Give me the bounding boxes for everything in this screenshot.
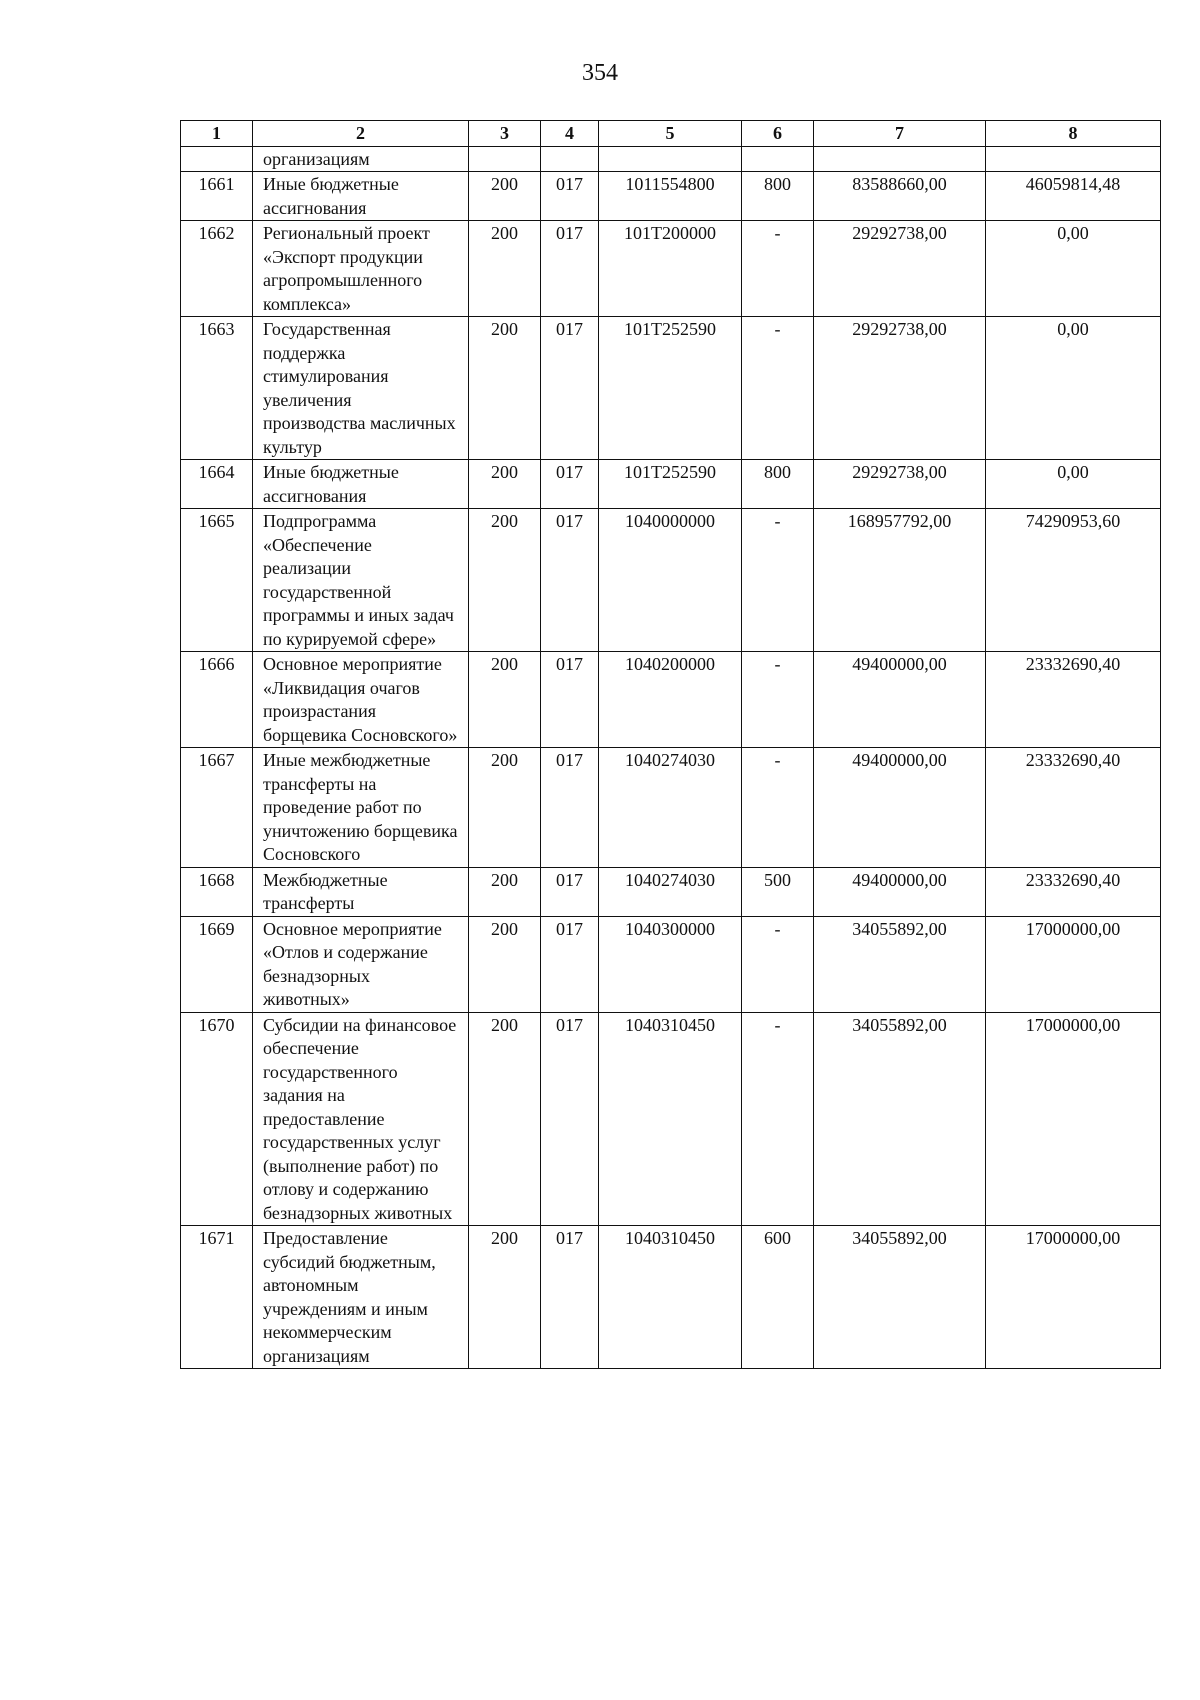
row-col3: 200	[469, 460, 541, 509]
row-col4: 017	[541, 317, 599, 460]
row-code: 101Т200000	[599, 221, 742, 317]
row-type: 500	[742, 867, 814, 916]
row-name: Основное мероприятие «Отлов и содержание безнадзорных животных»	[253, 916, 469, 1012]
row-name: Межбюджетные трансферты	[253, 867, 469, 916]
row-fact: 0,00	[986, 460, 1161, 509]
row-code: 1040310450	[599, 1012, 742, 1226]
row-name: Основное мероприятие «Ликвидация очагов произрастания борщевика Сосновского»	[253, 652, 469, 748]
table-row	[181, 1012, 1161, 1226]
row-type: 800	[742, 172, 814, 221]
row-plan: 34055892,00	[814, 916, 986, 1012]
table-row	[181, 916, 1161, 1012]
row-name: Субсидии на финансовое обеспечение государственного задания на предоставление государственных услуг (выполнение работ) по отлову и содержанию безнадзорных животных	[253, 1012, 469, 1226]
row-name: Иные межбюджетные трансферты на проведение работ по уничтожению борщевика Сосновского	[253, 748, 469, 868]
row-col3: 200	[469, 652, 541, 748]
header-cell: 8	[986, 121, 1161, 147]
row-number: 1668	[181, 867, 253, 916]
row-fact: 0,00	[986, 317, 1161, 460]
row-plan: 34055892,00	[814, 1226, 986, 1369]
row-code: 1011554800	[599, 172, 742, 221]
row-number: 1670	[181, 1012, 253, 1226]
row-col4: 017	[541, 1226, 599, 1369]
row-type: -	[742, 221, 814, 317]
row-col4: 017	[541, 460, 599, 509]
row-number: 1667	[181, 748, 253, 868]
row-type: -	[742, 317, 814, 460]
row-fact: 23332690,40	[986, 867, 1161, 916]
row-name: Государственная поддержка стимулирования увеличения производства масличных культур	[253, 317, 469, 460]
table-row	[181, 1226, 1161, 1369]
row-col4: 017	[541, 172, 599, 221]
row-name: Предоставление субсидий бюджетным, автономным учреждениям и иным некоммерческим организациям	[253, 1226, 469, 1369]
row-col4: 017	[541, 1012, 599, 1226]
row-number: 1669	[181, 916, 253, 1012]
row-number: 1661	[181, 172, 253, 221]
continuation-text: организациям	[253, 146, 469, 172]
row-code: 1040274030	[599, 867, 742, 916]
row-fact: 74290953,60	[986, 509, 1161, 652]
row-type: 800	[742, 460, 814, 509]
table-row	[181, 509, 1161, 652]
row-plan: 168957792,00	[814, 509, 986, 652]
row-type: 600	[742, 1226, 814, 1369]
row-col4: 017	[541, 221, 599, 317]
row-col4: 017	[541, 916, 599, 1012]
header-cell: 7	[814, 121, 986, 147]
row-col4: 017	[541, 867, 599, 916]
row-fact: 46059814,48	[986, 172, 1161, 221]
header-row	[181, 121, 1161, 147]
row-col3: 200	[469, 172, 541, 221]
row-number: 1671	[181, 1226, 253, 1369]
row-name: Иные бюджетные ассигнования	[253, 460, 469, 509]
row-col3: 200	[469, 916, 541, 1012]
budget-table	[180, 120, 1161, 1369]
row-plan: 34055892,00	[814, 1012, 986, 1226]
row-plan: 49400000,00	[814, 748, 986, 868]
row-name: Региональный проект «Экспорт продукции агропромышленного комплекса»	[253, 221, 469, 317]
row-number: 1663	[181, 317, 253, 460]
row-number: 1665	[181, 509, 253, 652]
row-plan: 29292738,00	[814, 317, 986, 460]
row-fact: 17000000,00	[986, 1226, 1161, 1369]
row-number: 1664	[181, 460, 253, 509]
row-type: -	[742, 1012, 814, 1226]
table-row	[181, 460, 1161, 509]
row-fact: 23332690,40	[986, 652, 1161, 748]
row-plan: 49400000,00	[814, 652, 986, 748]
row-code: 1040310450	[599, 1226, 742, 1369]
header-cell: 3	[469, 121, 541, 147]
page-number: 354	[582, 60, 618, 86]
row-plan: 29292738,00	[814, 460, 986, 509]
header-cell: 1	[181, 121, 253, 147]
row-name: Иные бюджетные ассигнования	[253, 172, 469, 221]
row-number: 1666	[181, 652, 253, 748]
table-row	[181, 748, 1161, 868]
row-fact: 23332690,40	[986, 748, 1161, 868]
table-row	[181, 172, 1161, 221]
table-row	[181, 221, 1161, 317]
row-type: -	[742, 652, 814, 748]
row-col3: 200	[469, 1012, 541, 1226]
row-code: 101Т252590	[599, 460, 742, 509]
row-col4: 017	[541, 652, 599, 748]
row-col3: 200	[469, 221, 541, 317]
table-row	[181, 652, 1161, 748]
header-cell: 6	[742, 121, 814, 147]
row-code: 1040274030	[599, 748, 742, 868]
row-fact: 0,00	[986, 221, 1161, 317]
header-cell: 2	[253, 121, 469, 147]
row-col3: 200	[469, 748, 541, 868]
row-plan: 29292738,00	[814, 221, 986, 317]
row-name: Подпрограмма «Обеспечение реализации государственной программы и иных задач по курируемой сфере»	[253, 509, 469, 652]
row-code: 101Т252590	[599, 317, 742, 460]
row-col3: 200	[469, 867, 541, 916]
row-code: 1040000000	[599, 509, 742, 652]
row-plan: 49400000,00	[814, 867, 986, 916]
continuation-row	[181, 146, 1161, 172]
row-fact: 17000000,00	[986, 916, 1161, 1012]
row-type: -	[742, 509, 814, 652]
row-type: -	[742, 748, 814, 868]
table-row	[181, 317, 1161, 460]
table-row	[181, 867, 1161, 916]
row-type: -	[742, 916, 814, 1012]
row-code: 1040300000	[599, 916, 742, 1012]
row-col3: 200	[469, 509, 541, 652]
row-number: 1662	[181, 221, 253, 317]
header-cell: 4	[541, 121, 599, 147]
row-fact: 17000000,00	[986, 1012, 1161, 1226]
row-col4: 017	[541, 509, 599, 652]
row-col3: 200	[469, 317, 541, 460]
row-col4: 017	[541, 748, 599, 868]
row-col3: 200	[469, 1226, 541, 1369]
header-cell: 5	[599, 121, 742, 147]
row-code: 1040200000	[599, 652, 742, 748]
row-plan: 83588660,00	[814, 172, 986, 221]
